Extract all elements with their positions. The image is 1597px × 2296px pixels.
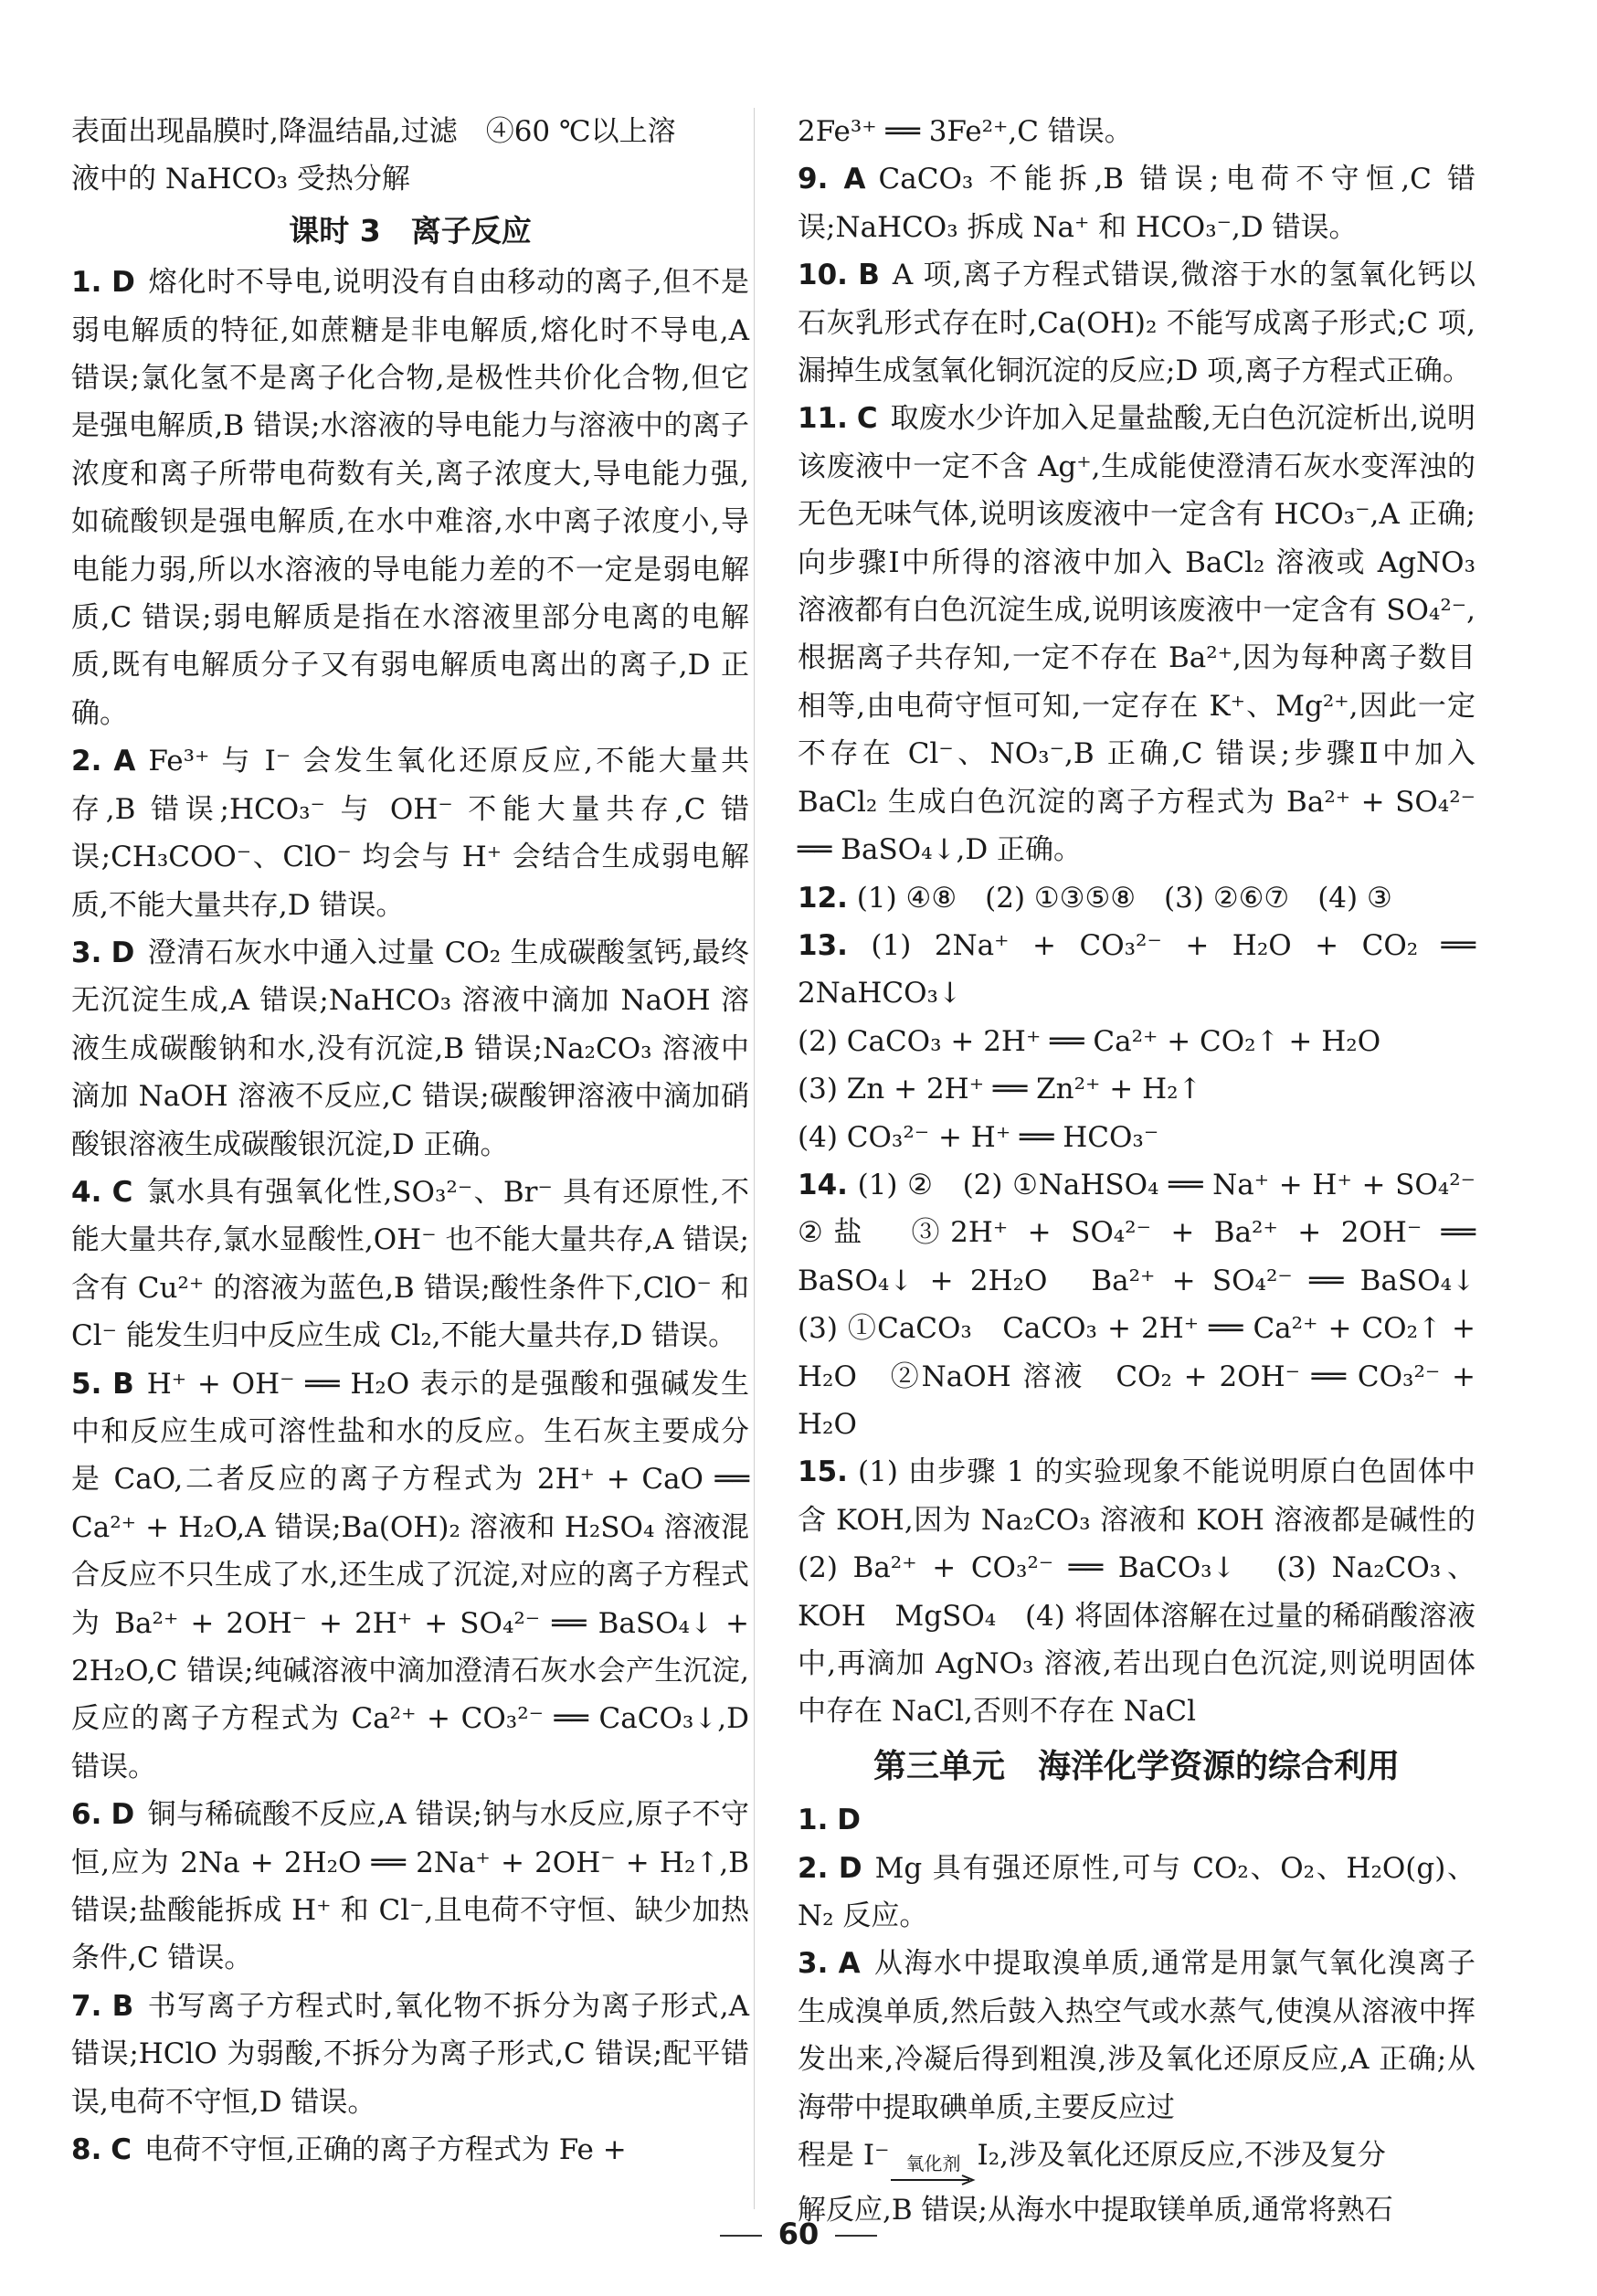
- column-divider: [754, 108, 755, 2209]
- item-answer: A: [113, 745, 136, 778]
- item-number: 1.: [71, 266, 102, 300]
- item-answer: B: [112, 1367, 134, 1401]
- item-number: 13.: [798, 928, 848, 962]
- item-number: 6.: [71, 1798, 102, 1832]
- answer-item: [798, 874, 1475, 922]
- right-column: [798, 108, 1504, 2234]
- equation-line: (3) Zn + 2H⁺ ══ Zn²⁺ + H₂↑: [798, 1073, 1202, 1106]
- page-number: 60: [777, 2217, 820, 2251]
- intro-line: 表面出现晶膜时,降温结晶,过滤 ④60 ℃以上溶: [71, 115, 676, 148]
- item-explanation: 澄清石灰水中通入过量 CO₂ 生成碳酸氢钙,最终无沉淀生成,A 错误;NaHCO₃ 溶液中滴加 NaOH 溶液生成碳酸钠和水,没有沉淀,B 错误;Na₂CO₃ 溶液中滴加 NaOH 溶液不反应,C 错误;碳酸钾溶液中滴加硝酸银溶液生成碳酸银沉淀,D 正确。: [71, 936, 749, 1161]
- item-explanation: H⁺ + OH⁻ ══ H₂O 表示的是强酸和强碱发生中和反应生成可溶性盐和水的反应。生石灰主要成分是 CaO,二者反应的离子方程式为 2H⁺ + CaO ══ Ca²⁺ + H₂O,A 错误;Ba(OH)₂ 溶液和 H₂SO₄ 溶液混合反应不只生成了水,还生成了沉淀,对应的离子方程式为 Ba²⁺ + 2OH⁻ + 2H⁺ + SO₄²⁻ ══ BaSO₄↓ + 2H₂O,C 错误;纯碱溶液中滴加澄清石灰水会产生沉淀,反应的离子方程式为 Ca²⁺ + CO₃²⁻ ══ CaCO₃↓,D 错误。: [71, 1367, 749, 1783]
- arrow-icon: [889, 2174, 977, 2186]
- reaction-arrow: [889, 2153, 977, 2186]
- footer-dash-right: [835, 2235, 877, 2237]
- equation-line: (4) CO₃²⁻ + H⁺ ══ HCO₃⁻: [798, 1120, 1159, 1154]
- answer-item: [798, 155, 1475, 251]
- answer-item: [798, 1448, 1504, 1735]
- item-answer: B: [858, 259, 880, 292]
- reaction-arrow-line: [798, 2132, 1475, 2186]
- item-explanation: 铜与稀硫酸不反应,A 错误;钠与水反应,原子不守恒,应为 2Na + 2H₂O ══ 2Na⁺ + 2OH⁻ + H₂↑,B 错误;盐酸能拆成 H⁺ 和 Cl⁻,且电荷不守恒、缺少加热条件,C 错误。: [71, 1798, 749, 1975]
- item-explanation: 书写离子方程式时,氧化物不拆分为离子形式,A 错误;HClO 为弱酸,不拆分为离子形式,C 错误;配平错误,电荷不守恒,D 错误。: [71, 1989, 750, 2119]
- item-answer: C: [111, 1175, 133, 1209]
- answer-item: [71, 1169, 749, 1360]
- item-answer: A: [838, 1947, 861, 1981]
- arrow-label: 氧化剂: [905, 2153, 961, 2175]
- answer-item: [798, 1161, 1504, 1448]
- item-answer: A: [843, 163, 866, 196]
- item-explanation: 从海水中提取溴单质,通常是用氯气氧化溴离子生成溴单质,然后鼓入热空气或水蒸气,使溴从溶液中挥发出来,冷凝后得到粗溴,涉及氧化还原反应,A 正确;从海带中提取碘单质,主要反应过: [798, 1947, 1475, 2124]
- item-number: 11.: [798, 402, 848, 436]
- item-explanation: (1) 由步骤 1 的实验现象不能说明原白色固体中含 KOH,因为 Na₂CO₃ 溶液和 KOH 溶液都是碱性的 (2) Ba²⁺ + CO₃²⁻ ══ BaCO₃↓ (3) Na₂CO₃、KOH MgSO₄ (4) 将固体溶解在过量的稀硝酸溶液中,再滴加 AgNO₃ 溶液,若出现白色沉淀,则说明固体中存在 NaCl,否则不存在 NaCl: [798, 1455, 1504, 1729]
- item-explanation: CaCO₃ 不能拆,B 错误;电荷不守恒,C 错误;NaHCO₃ 拆成 Na⁺ 和 HCO₃⁻,D 错误。: [798, 163, 1475, 244]
- item-answer: D: [111, 266, 135, 300]
- item-answer: D: [111, 1798, 135, 1832]
- answer-item: [798, 251, 1475, 395]
- item-answer: D: [838, 1851, 862, 1885]
- tail-line: 解反应,B 错误;从海水中提取镁单质,通常将熟石: [798, 2194, 1393, 2227]
- item-explanation: 熔化时不导电,说明没有自由移动的离子,但不是弱电解质的特征,如蔗糖是非电解质,熔化时不导电,A 错误;氯化氢不是离子化合物,是极性共价化合物,但它是强电解质,B 错误;水溶液的导电能力与溶液中的离子浓度和离子所带电荷数有关,离子浓度大,导电能力强,如硫酸钡是强电解质,在水中难溶,水中离子浓度小,导电能力弱,所以水溶液的导电能力差的不一定是弱电解质,C 错误;弱电解质是指在水溶液里部分电离的电解质,既有电解质分子又有弱电解质电离出的离子,D 正确。: [71, 266, 749, 730]
- arrow-prefix: 程是 I⁻: [798, 2139, 890, 2173]
- item-number: 2.: [798, 1851, 829, 1885]
- answer-item: [798, 395, 1475, 873]
- equation-line: (2) CaCO₃ + 2H⁺ ══ Ca²⁺ + CO₂↑ + H₂O: [798, 1024, 1381, 1058]
- page-footer: [0, 2217, 1597, 2251]
- item-explanation: (1) 2Na⁺ + CO₃²⁻ + H₂O + CO₂ ══ 2NaHCO₃↓: [798, 928, 1475, 1010]
- answer-item: [798, 922, 1475, 1018]
- item-answer: C: [111, 2133, 132, 2167]
- item-answer: D: [111, 936, 135, 969]
- answer-item: [798, 1940, 1475, 2132]
- continuation-line: 2Fe³⁺ ══ 3Fe²⁺,C 错误。: [798, 115, 1133, 148]
- item-answer: B: [111, 1989, 134, 2023]
- item-explanation: A 项,离子方程式错误,微溶于水的氢氧化钙以石灰乳形式存在时,Ca(OH)₂ 不能写成离子形式;C 项,漏掉生成氢氧化铜沉淀的反应;D 项,离子方程式正确。: [798, 259, 1475, 388]
- item-number: 10.: [798, 259, 848, 292]
- item-answer: C: [856, 402, 878, 436]
- intro-line: 液中的 NaHCO₃ 受热分解: [71, 163, 410, 196]
- item-number: 14.: [798, 1168, 848, 1201]
- answer-item: [71, 259, 749, 737]
- answer-item: [71, 929, 749, 1169]
- item-explanation: 电荷不守恒,正确的离子方程式为 Fe +: [143, 2133, 627, 2167]
- item-explanation: 氯水具有强氧化性,SO₃²⁻、Br⁻ 具有还原性,不能大量共存,氯水显酸性,OH⁻ 也不能大量共存,A 错误;含有 Cu²⁺ 的溶液为蓝色,B 错误;酸性条件下,ClO⁻ 和 Cl⁻ 能发生归中反应生成 Cl₂,不能大量共存,D 错误。: [71, 1175, 749, 1353]
- answer-item: [71, 1360, 749, 1792]
- item-number: 15.: [798, 1455, 848, 1489]
- item-explanation: (1) ④⑧ (2) ①③⑤⑧ (3) ②⑥⑦ (4) ③: [856, 881, 1392, 915]
- item-number: 3.: [798, 1947, 829, 1981]
- item-explanation: 取废水少许加入足量盐酸,无白色沉淀析出,说明该废液中一定不含 Ag⁺,生成能使澄清石灰水变浑浊的无色无味气体,说明该废液中一定含有 HCO₃⁻,A 正确;向步骤Ⅰ中所得的溶液中加入 BaCl₂ 溶液或 AgNO₃ 溶液都有白色沉淀生成,说明该废液中一定含有 SO₄²⁻,根据离子共存知,一定不存在 Ba²⁺,因为每种离子数目相等,由电荷守恒可知,一定存在 K⁺、Mg²⁺,因此一定不存在 Cl⁻、NO₃⁻,B 正确,C 错误;步骤Ⅱ中加入 BaCl₂ 生成白色沉淀的离子方程式为 Ba²⁺ + SO₄²⁻ ══ BaSO₄↓,D 正确。: [798, 402, 1475, 867]
- item-number: 4.: [71, 1175, 102, 1209]
- item-explanation: Fe³⁺ 与 I⁻ 会发生氧化还原反应,不能大量共存,B 错误;HCO₃⁻ 与 OH⁻ 不能大量共存,C 错误;CH₃COO⁻、ClO⁻ 均会与 H⁺ 会结合生成弱电解质,不能大量共存,D 错误。: [71, 745, 749, 922]
- left-column: [71, 108, 749, 2174]
- item-number: 8.: [71, 2133, 102, 2167]
- item-number: 9.: [798, 163, 829, 196]
- item-number: 3.: [71, 936, 102, 969]
- item-number: 5.: [71, 1367, 102, 1401]
- answer-item: [71, 2126, 749, 2174]
- answer-item: [71, 737, 749, 929]
- answer-item: [71, 1791, 749, 1983]
- item-number: 1.: [798, 1804, 829, 1837]
- unit-title: 第三单元 海洋化学资源的综合利用: [873, 1747, 1400, 1785]
- item-number: 12.: [798, 881, 848, 915]
- lesson-title: 课时 3 离子反应: [289, 212, 532, 249]
- item-answer: D: [837, 1804, 861, 1837]
- answer-item: [71, 1983, 749, 2126]
- item-explanation: (1) ② (2) ①NaHSO₄ ══ Na⁺ + H⁺ + SO₄²⁻ ②盐 ③2H⁺ + SO₄²⁻ + Ba²⁺ + 2OH⁻ ══ BaSO₄↓ + 2H₂O Ba²⁺ + SO₄²⁻ ══ BaSO₄↓ (3) ①CaCO₃ CaCO₃ + 2H⁺ ══ Ca²⁺ + CO₂↑ + H₂O ②NaOH 溶液 CO₂ + 2OH⁻ ══ CO₃²⁻ + H₂O: [798, 1168, 1504, 1441]
- arrow-suffix: I₂,涉及氧化还原反应,不涉及复分: [977, 2139, 1386, 2173]
- item-explanation: Mg 具有强还原性,可与 CO₂、O₂、H₂O(g)、N₂ 反应。: [798, 1851, 1475, 1933]
- answer-item: [798, 1796, 1475, 1844]
- footer-dash-left: [720, 2235, 762, 2237]
- item-number: 2.: [71, 745, 102, 778]
- answer-item: [798, 1845, 1475, 1941]
- item-number: 7.: [71, 1989, 102, 2023]
